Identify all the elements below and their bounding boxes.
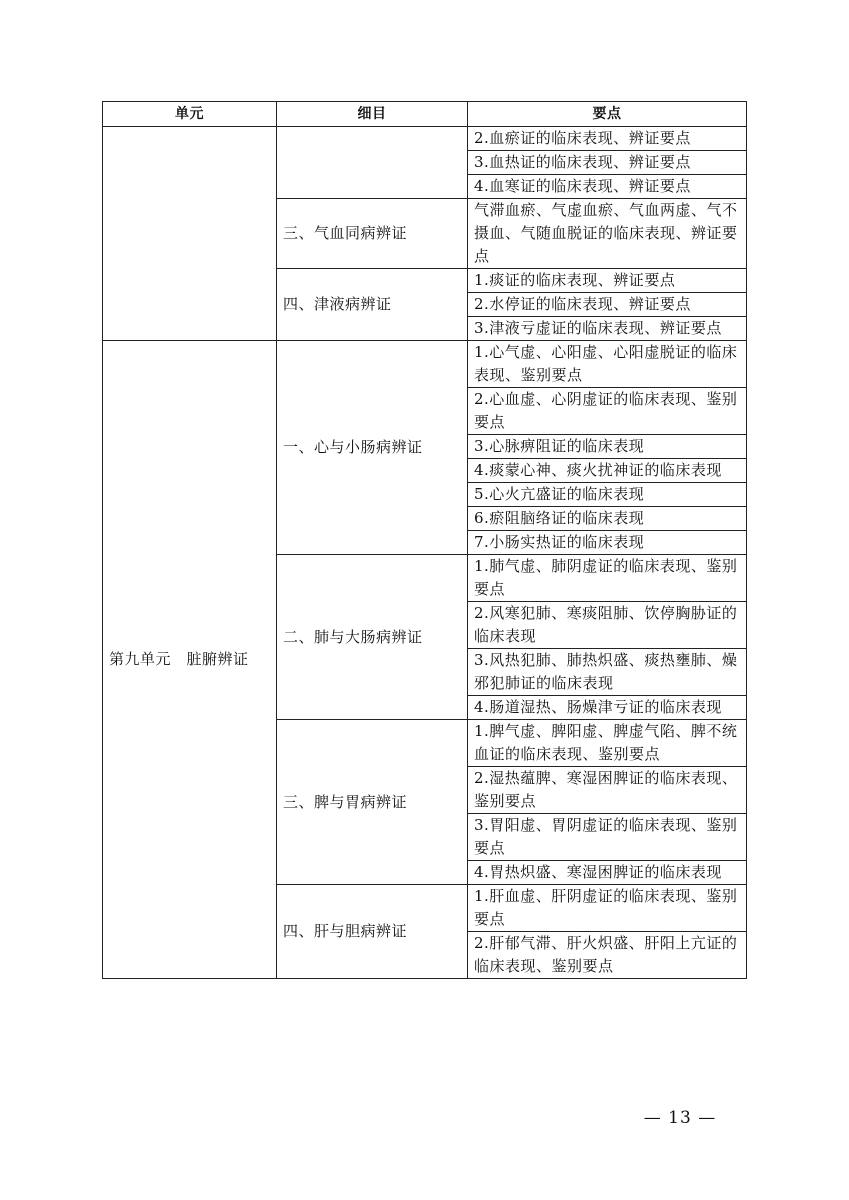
point-cell: 1.肺气虚、肺阴虚证的临床表现、鉴别要点: [468, 555, 747, 602]
table-header-row: [103, 102, 747, 127]
point-cell: 3.风热犯肺、肺热炽盛、痰热壅肺、燥邪犯肺证的临床表现: [468, 649, 747, 696]
point-cell: 3.胃阳虚、胃阴虚证的临床表现、鉴别要点: [468, 814, 747, 861]
point-cell: 2.肝郁气滞、肝火炽盛、肝阳上亢证的临床表现、鉴别要点: [468, 932, 747, 979]
point-cell: 5.心火亢盛证的临床表现: [468, 483, 747, 507]
point-cell: 1.痰证的临床表现、辨证要点: [468, 269, 747, 293]
point-cell: 4.胃热炽盛、寒湿困脾证的临床表现: [468, 861, 747, 885]
syllabus-table: [102, 101, 747, 979]
item-cell: 一、心与小肠病辨证: [277, 341, 468, 555]
header-point: 要点: [468, 102, 747, 127]
header-item: 细目: [277, 102, 468, 127]
point-cell: 1.脾气虚、脾阳虚、脾虚气陷、脾不统血证的临床表现、鉴别要点: [468, 720, 747, 767]
item-cell: 三、气血同病辨证: [277, 199, 468, 269]
header-unit: 单元: [103, 102, 277, 127]
table-row: [103, 341, 747, 388]
point-cell: 1.心气虚、心阳虚、心阳虚脱证的临床表现、鉴别要点: [468, 341, 747, 388]
point-cell: 4.痰蒙心神、痰火扰神证的临床表现: [468, 459, 747, 483]
point-cell: 2.血瘀证的临床表现、辨证要点: [468, 127, 747, 151]
point-cell: 4.血寒证的临床表现、辨证要点: [468, 175, 747, 199]
point-cell: 4.肠道湿热、肠燥津亏证的临床表现: [468, 696, 747, 720]
unit-cell: 第九单元 脏腑辨证: [103, 341, 277, 979]
point-cell: 2.水停证的临床表现、辨证要点: [468, 293, 747, 317]
point-cell: 2.心血虚、心阴虚证的临床表现、鉴别要点: [468, 388, 747, 435]
item-cell: 四、津液病辨证: [277, 269, 468, 341]
unit-cell: [103, 127, 277, 341]
point-cell: 2.风寒犯肺、寒痰阻肺、饮停胸胁证的临床表现: [468, 602, 747, 649]
point-cell: 6.瘀阻脑络证的临床表现: [468, 507, 747, 531]
item-cell: 四、肝与胆病辨证: [277, 885, 468, 979]
table-row: [103, 127, 747, 151]
point-cell: 气滞血瘀、气虚血瘀、气血两虚、气不摄血、气随血脱证的临床表现、辨证要点: [468, 199, 747, 269]
point-cell: 7.小肠实热证的临床表现: [468, 531, 747, 555]
item-cell: 二、肺与大肠病辨证: [277, 555, 468, 720]
point-cell: 2.湿热蕴脾、寒湿困脾证的临床表现、鉴别要点: [468, 767, 747, 814]
item-cell: [277, 127, 468, 199]
page-number: — 13 —: [643, 1108, 717, 1128]
point-cell: 3.心脉痹阻证的临床表现: [468, 435, 747, 459]
point-cell: 3.血热证的临床表现、辨证要点: [468, 151, 747, 175]
point-cell: 3.津液亏虚证的临床表现、辨证要点: [468, 317, 747, 341]
item-cell: 三、脾与胃病辨证: [277, 720, 468, 885]
point-cell: 1.肝血虚、肝阴虚证的临床表现、鉴别要点: [468, 885, 747, 932]
